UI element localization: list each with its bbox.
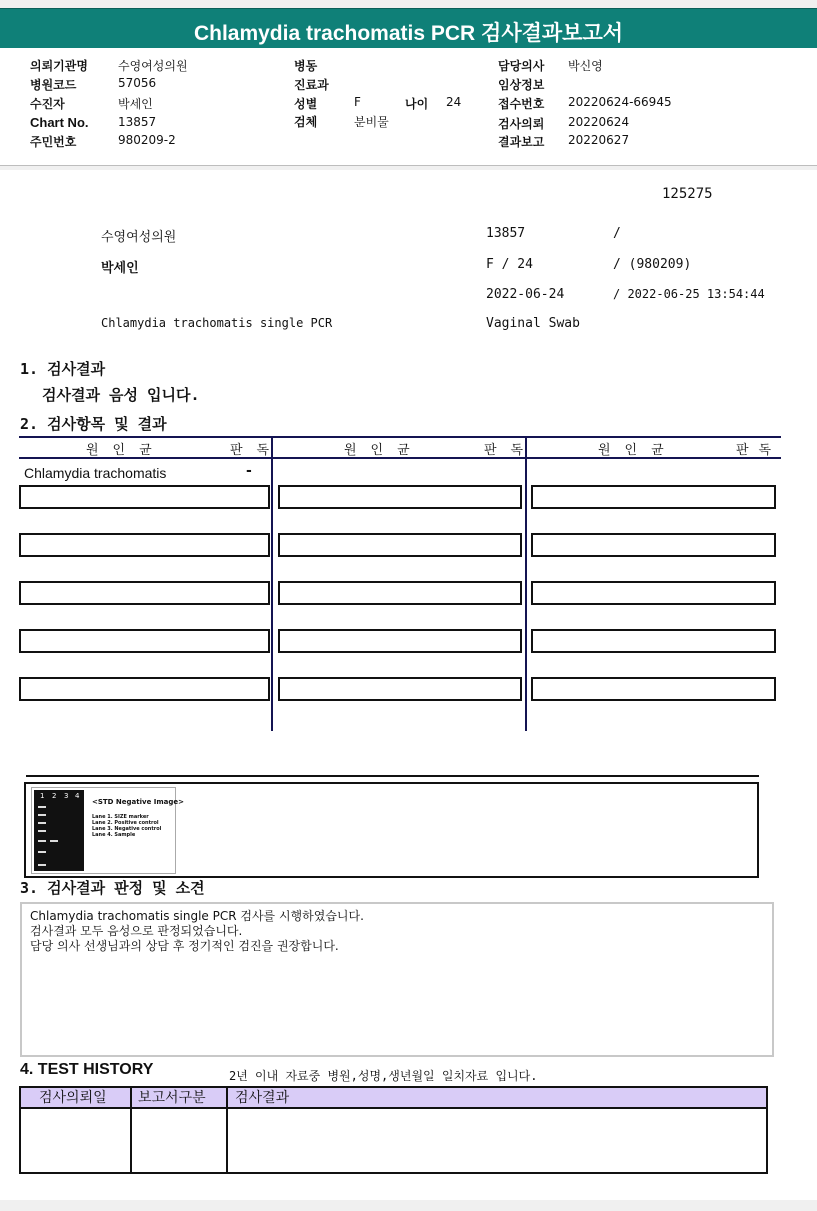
image-separator-line: [26, 775, 759, 777]
remarks-box: [20, 902, 774, 1057]
history-note: 2년 이내 자료중 병원,성명,생년월일 일치자료 입니다.: [229, 1069, 538, 1083]
remark-line: Chlamydia trachomatis single PCR 검사를 시행하였습니다.: [30, 909, 364, 923]
gel-band: [38, 814, 46, 816]
reception-no-label: 접수번호: [498, 97, 545, 111]
lane-number: 1: [40, 792, 45, 800]
gel-legend-item: Lane 1. SIZE marker: [92, 814, 149, 820]
section4-title: 4. TEST HISTORY: [20, 1061, 154, 1078]
gel-band: [38, 851, 46, 853]
result-cell: [278, 677, 522, 701]
pathogen-name: Chlamydia trachomatis: [24, 465, 167, 481]
result-cell: [19, 677, 270, 701]
patient-value: 박세인: [118, 97, 153, 111]
lane-number: 3: [64, 792, 69, 800]
reception-no-value: 20220624-66945: [568, 95, 672, 109]
history-table: [19, 1086, 768, 1174]
gel-band: [38, 830, 46, 832]
result-cell: [531, 581, 776, 605]
hospital-label: 의뢰기관명: [30, 59, 88, 73]
ward-label: 병동: [294, 59, 318, 73]
sex-label: 성별: [294, 97, 318, 111]
gel-legend-item: Lane 4. Sample: [92, 832, 136, 838]
col-pathogen-header: 원인균: [598, 443, 678, 458]
result-cell: [278, 629, 522, 653]
chart-no-value: 13857: [118, 115, 157, 129]
result-cell: [531, 677, 776, 701]
result-cell: [19, 485, 270, 509]
report-date-label: 결과보고: [498, 135, 545, 149]
sheet-specimen: Vaginal Swab: [486, 316, 580, 331]
gel-band: [50, 840, 58, 842]
history-col-request-date: 검사의뢰일: [39, 1090, 107, 1106]
result-cell: [278, 581, 522, 605]
report-date-value: 20220627: [568, 133, 630, 147]
remark-line: 검사결과 모두 음성으로 판정되었습니다.: [30, 924, 243, 938]
report-title: Chlamydia trachomatis PCR 검사결과보고서: [193, 22, 624, 45]
sheet-chart-no: 13857: [486, 226, 526, 241]
request-date-label: 검사의뢰: [498, 117, 545, 131]
gel-band: [38, 822, 46, 824]
result-cell: [531, 485, 776, 509]
result-cell: [19, 533, 270, 557]
chart-no-label: Chart No.: [30, 115, 89, 130]
lane-number: 4: [75, 792, 80, 800]
hospital-code-value: 57056: [118, 76, 157, 90]
grid-divider-2: [525, 436, 527, 731]
result-cell: [278, 533, 522, 557]
result-cell: [531, 629, 776, 653]
report-title-bar: [0, 8, 817, 48]
history-col-report-type: 보고서구분: [138, 1090, 206, 1106]
hospital-value: 수영여성의원: [118, 59, 188, 73]
department-label: 진료과: [294, 78, 329, 92]
lane-number: 2: [52, 792, 57, 800]
doctor-value: 박신영: [568, 59, 603, 73]
history-col-divider: [130, 1088, 132, 1172]
gel-legend-item: Lane 3. Negative control: [92, 826, 162, 832]
patient-label: 수진자: [30, 97, 65, 111]
gel-band: [38, 864, 46, 866]
section3-title: 3. 검사결과 판정 및 소견: [20, 879, 205, 897]
sheet-hospital: 수영여성의원: [101, 230, 177, 245]
gel-image-title: <STD Negative Image>: [92, 798, 185, 806]
grid-divider-1: [271, 436, 273, 731]
sex-value: F: [354, 95, 361, 109]
gel-band: [38, 840, 46, 842]
request-date-value: 20220624: [568, 115, 630, 129]
specimen-value: 분비물: [354, 115, 389, 129]
grid-top-line: [19, 436, 781, 438]
sheet-birth: / (980209): [613, 257, 692, 272]
history-col-result: 검사결과: [235, 1090, 290, 1106]
rrn-label: 주민번호: [30, 135, 77, 149]
sheet-test-name: Chlamydia trachomatis single PCR: [101, 316, 333, 330]
doctor-label: 담당의사: [498, 59, 545, 73]
col-pathogen-header: 원인균: [86, 443, 166, 458]
remark-line: 담당 의사 선생님과의 상담 후 정기적인 검진을 권장합니다.: [30, 939, 339, 953]
sheet-patient-name: 박세인: [101, 261, 139, 276]
history-table-header: [21, 1088, 766, 1109]
history-col-divider: [226, 1088, 228, 1172]
gel-lanes: [34, 790, 84, 871]
col-judgment-header: 판독: [230, 443, 284, 458]
col-judgment-header: 판독: [484, 443, 538, 458]
hospital-code-label: 병원코드: [30, 78, 77, 92]
result-cell: [278, 485, 522, 509]
sheet-request-date: 2022-06-24: [486, 287, 565, 302]
sheet-report-datetime: / 2022-06-25 13:54:44: [613, 287, 765, 301]
specimen-label: 검체: [294, 115, 318, 129]
pathogen-judgment: -: [246, 463, 252, 479]
sheet-sex-age: F / 24: [486, 257, 533, 272]
col-pathogen-header: 원인균: [344, 443, 424, 458]
sheet-slash: /: [613, 226, 621, 241]
gel-band: [38, 806, 46, 808]
section1-title: 1. 검사결과: [20, 360, 106, 378]
report-id-number: 125275: [662, 186, 713, 202]
gel-image: [31, 787, 185, 874]
report-sheet: [0, 170, 817, 1200]
age-value: 24: [446, 95, 462, 109]
age-label: 나이: [405, 97, 429, 111]
result-cell: [531, 533, 776, 557]
section1-result: 검사결과 음성 입니다.: [42, 386, 200, 404]
gel-legend-item: Lane 2. Positive control: [92, 820, 159, 826]
result-cell: [19, 629, 270, 653]
rrn-value: 980209-2: [118, 133, 176, 147]
result-cell: [19, 581, 270, 605]
gel-image-frame: [24, 782, 759, 878]
clinical-info-label: 임상정보: [498, 78, 545, 92]
col-judgment-header: 판독: [736, 443, 782, 458]
patient-info-panel: [0, 48, 817, 166]
section2-title: 2. 검사항목 및 결과: [20, 415, 167, 433]
